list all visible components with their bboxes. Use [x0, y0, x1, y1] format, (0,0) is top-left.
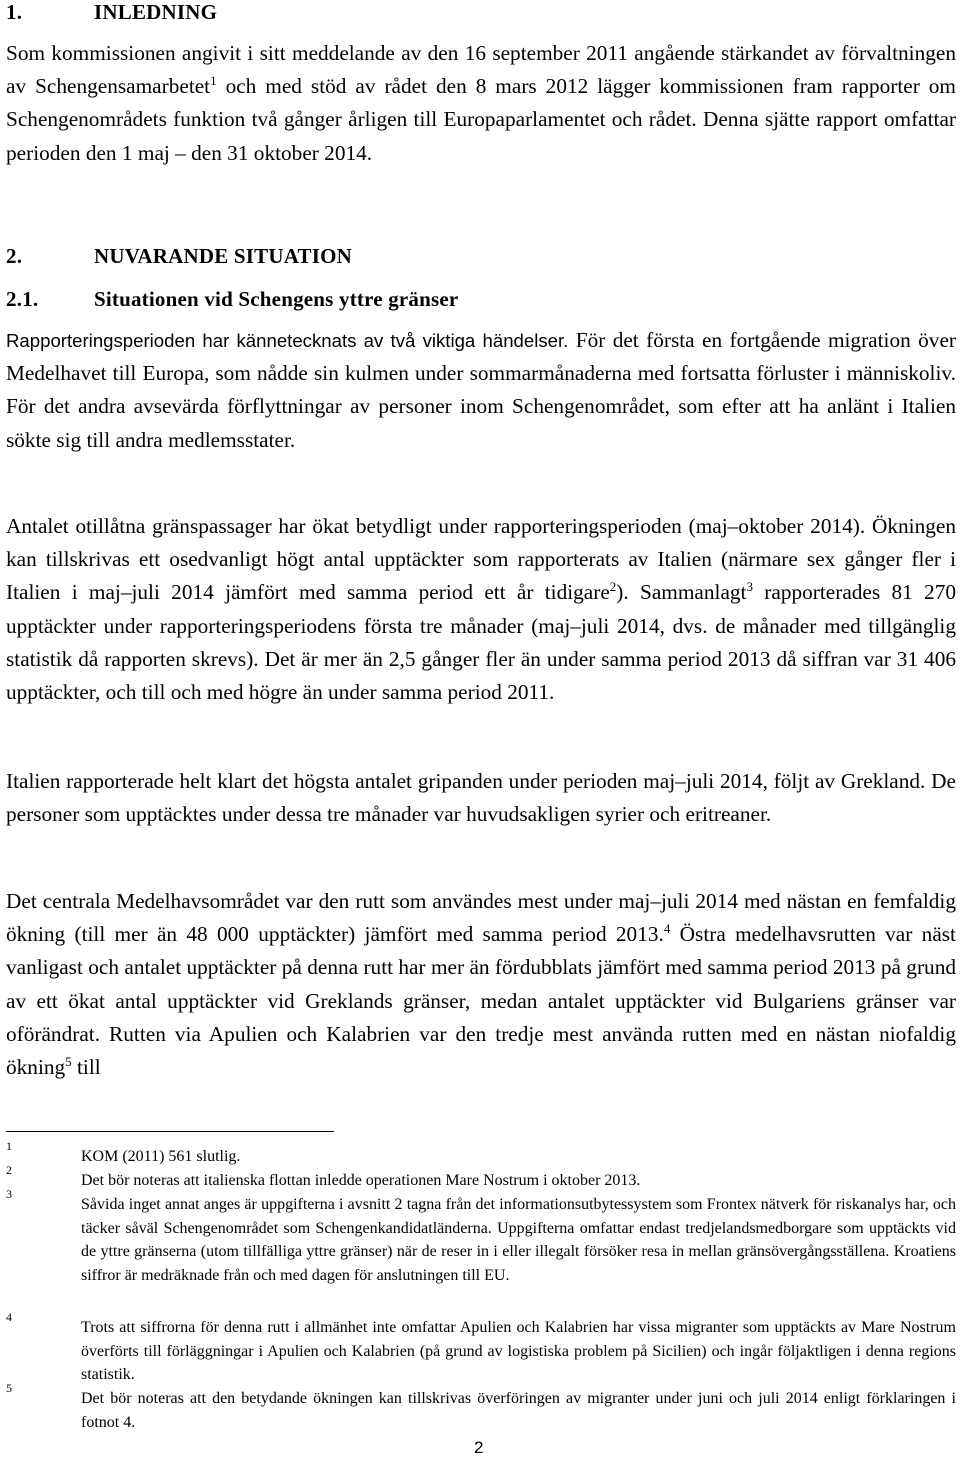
- heading-number: 2.1.: [6, 287, 39, 311]
- heading-number: 2.: [6, 244, 23, 268]
- paragraph-crossings: Antalet otillåtna gränspassager har ökat betydligt under rapporteringsperioden (maj–oktober 2014). Ökningen kan tillskrivas ett osedvanligt högt antal upptäckter som rapporterats av Italien (närmare sex gånger fler i Italien i maj–juli 2014 jämfört med samma period ett år tidigare$^2$). Sammanlagt$^3$ rapporterades 81 270 upptäckter under rapporteringsperiodens första tre månader (maj–juli 2014, dvs. de månader med tillgänglig statistik då rapporten skrevs). Det är mer än 2,5 gånger fler än under samma period 2013 då siffran var 31 406 upptäckter, och till och med högre än under samma period 2011.: [6, 514, 956, 705]
- heading-title-rest: UVARANDE SITUATION: [109, 244, 352, 268]
- heading-title: Situationen vid Schengens yttre gränser: [94, 287, 459, 311]
- heading-nuvarande-situation: [6, 244, 352, 269]
- paragraph-events: Rapporteringsperioden har kännetecknats av två viktiga händelser. För det första en fortgående migration över Medelhavet till Europa, som nådde sin kulmen under sommarmånaderna med fortsatta förluster i människoliv. För det andra avsevärda förflyttningar av personer inom Schengenområdet, som efter att ha anlänt i Italien sökte sig till andra medlemsstater.: [6, 328, 956, 452]
- heading-yttre-granser: [6, 287, 458, 312]
- heading-title-first: N: [94, 244, 110, 268]
- heading-inledning: [6, 0, 217, 25]
- paragraph-italy: Italien rapporterade helt klart det högsta antalet gripanden under perioden maj–juli 2014, följt av Grekland. De personer som upptäcktes under dessa tre månader var huvudsakligen syrier och eritreaner.: [6, 769, 956, 827]
- page-number: 2: [474, 1438, 484, 1457]
- heading-title-rest: NLEDNING: [102, 0, 218, 24]
- footnote-ref-1[interactable]: 1: [210, 73, 217, 89]
- heading-number: 1.: [6, 0, 23, 24]
- paragraph-routes: Det centrala Medelhavsområdet var den rutt som användes mest under maj–juli 2014 med nästan en femfaldig ökning (till mer än 48 000 upptäckter) jämfört med samma period 2013.$^4$ Östra medelhavsrutten var näst vanligast och antalet upptäckter på denna rutt har mer än fördubblats jämfört med samma period 2013 på grund av ett ökat antal upptäckter vid Greklands gränser, medan antalet upptäckter vid Bulgariens gränser var oförändrat. Rutten via Apulien och Kalabrien var den tredje mest använda rutten med en nästan niofaldig ökning$^5$ till: [6, 889, 956, 1080]
- footnote-ref-2[interactable]: 2: [609, 579, 617, 595]
- footnote-ref-4[interactable]: 4: [663, 921, 671, 937]
- footnote-separator: [6, 1131, 334, 1132]
- footnote-ref-3[interactable]: 3: [746, 579, 753, 595]
- sans-sentence: Rapporteringsperioden har kännetecknats av två viktiga händelser.: [6, 330, 569, 351]
- footnote-ref-5[interactable]: 5: [65, 1053, 72, 1069]
- heading-title-first: I: [94, 0, 103, 24]
- paragraph-intro: Som kommissionen angivit i sitt meddelande av den 16 september 2011 angående stärkandet av förvaltningen av Schengensamarbetet$^1$ och med stöd av rådet den 8 mars 2012 lägger kommissionen fram rapporter om Schengenområdets funktion två gånger årligen till Europaparlamentet och rådet. Denna sjätte rapport omfattar perioden den 1 maj – den 31 oktober 2014.: [6, 41, 956, 165]
